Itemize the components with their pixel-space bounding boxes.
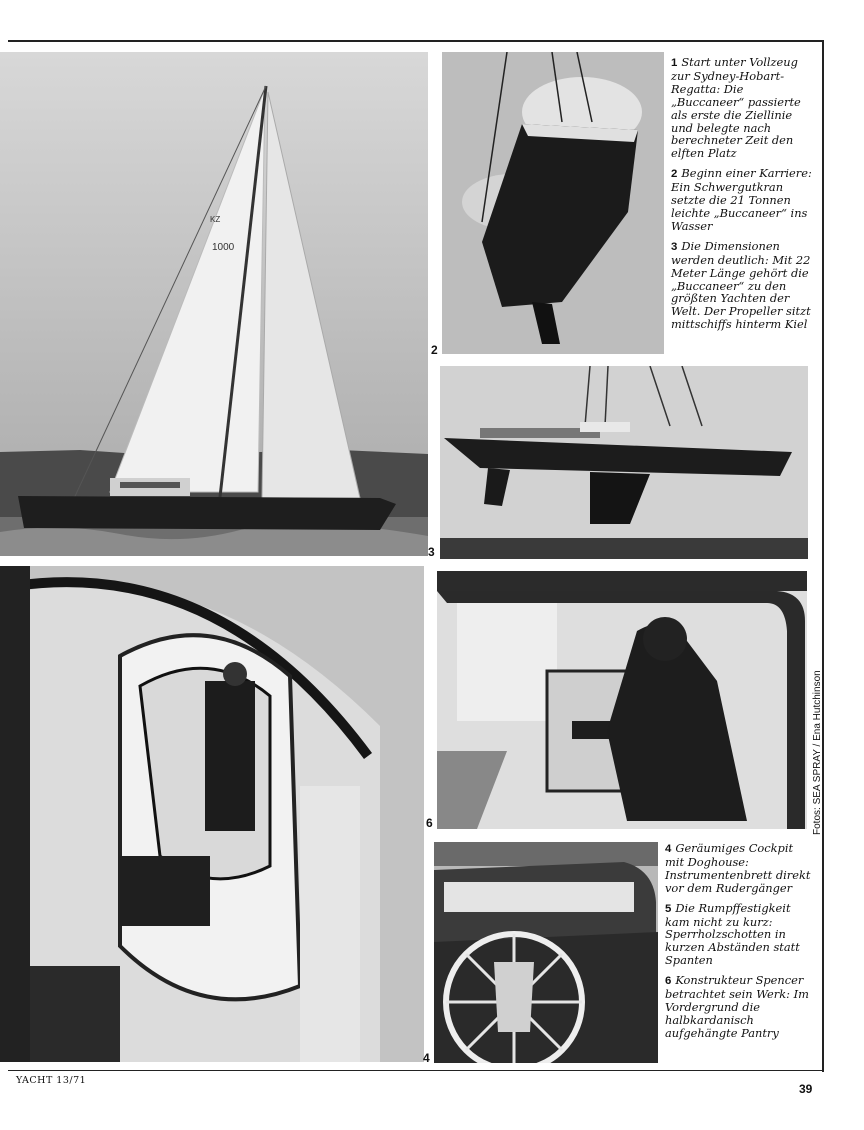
sail-number: 1000 xyxy=(212,242,235,253)
caption-2: 2 Beginn einer Karriere: Ein Schwergutkran setzte die 21 Tonnen leichte „Buccaneer“ ins Wasser xyxy=(671,166,812,233)
page-number: 39 xyxy=(799,1082,813,1096)
caption-5: 5 Die Rumpffestigkeit kam nicht zu kurz: Sperrholzschotten in kurzen Abständen statt Spanten xyxy=(665,900,800,968)
bottom-rule xyxy=(8,1070,824,1071)
photo-4-cockpit xyxy=(434,842,658,1063)
captions-bottom xyxy=(665,842,815,1047)
photo-4-label: 4 xyxy=(423,1051,430,1065)
right-rule xyxy=(822,40,824,1072)
caption-3: 3 Die Dimensionen werden deutlich: Mit 22 Meter Länge gehört die „Buccaneer“ zu den größten Yachten der Welt. Der Propeller sitzt mittschiffs hinterm Kiel xyxy=(671,238,811,332)
photo-6-designer-pantry xyxy=(437,571,807,829)
caption-1: 1 Start unter Vollzeug zur Sydney-Hobart-Regatta: Die „Buccaneer“ passierte als erste die Ziellinie und belegte nach berechneter Zeit den elften Platz xyxy=(671,55,801,161)
top-rule xyxy=(8,40,824,42)
photo-3-hull-dimensions xyxy=(440,366,808,559)
sail-mark-kz: KZ xyxy=(210,215,221,224)
photo-6-label: 6 xyxy=(426,816,433,830)
caption-6: 6 Konstrukteur Spencer betrachtet sein Werk: Im Vordergrund die halbkardanisch aufgehängte Pantry xyxy=(665,973,809,1040)
magazine-issue: YACHT 13/71 xyxy=(16,1075,87,1086)
photo-5-bulkheads xyxy=(0,566,424,1062)
photo-credit: Fotos: SEA SPRAY / Ena Hutchinson xyxy=(812,670,823,835)
photo-3-label: 3 xyxy=(428,545,435,559)
caption-4: 4 Geräumiges Cockpit mit Doghouse: Instrumentenbrett direkt vor dem Rudergänger xyxy=(665,841,811,895)
captions-top xyxy=(671,56,817,338)
photo-1-yacht-under-sail xyxy=(0,52,428,556)
photo-2-label: 2 xyxy=(431,343,438,357)
photo-2-crane-lift xyxy=(442,52,664,354)
